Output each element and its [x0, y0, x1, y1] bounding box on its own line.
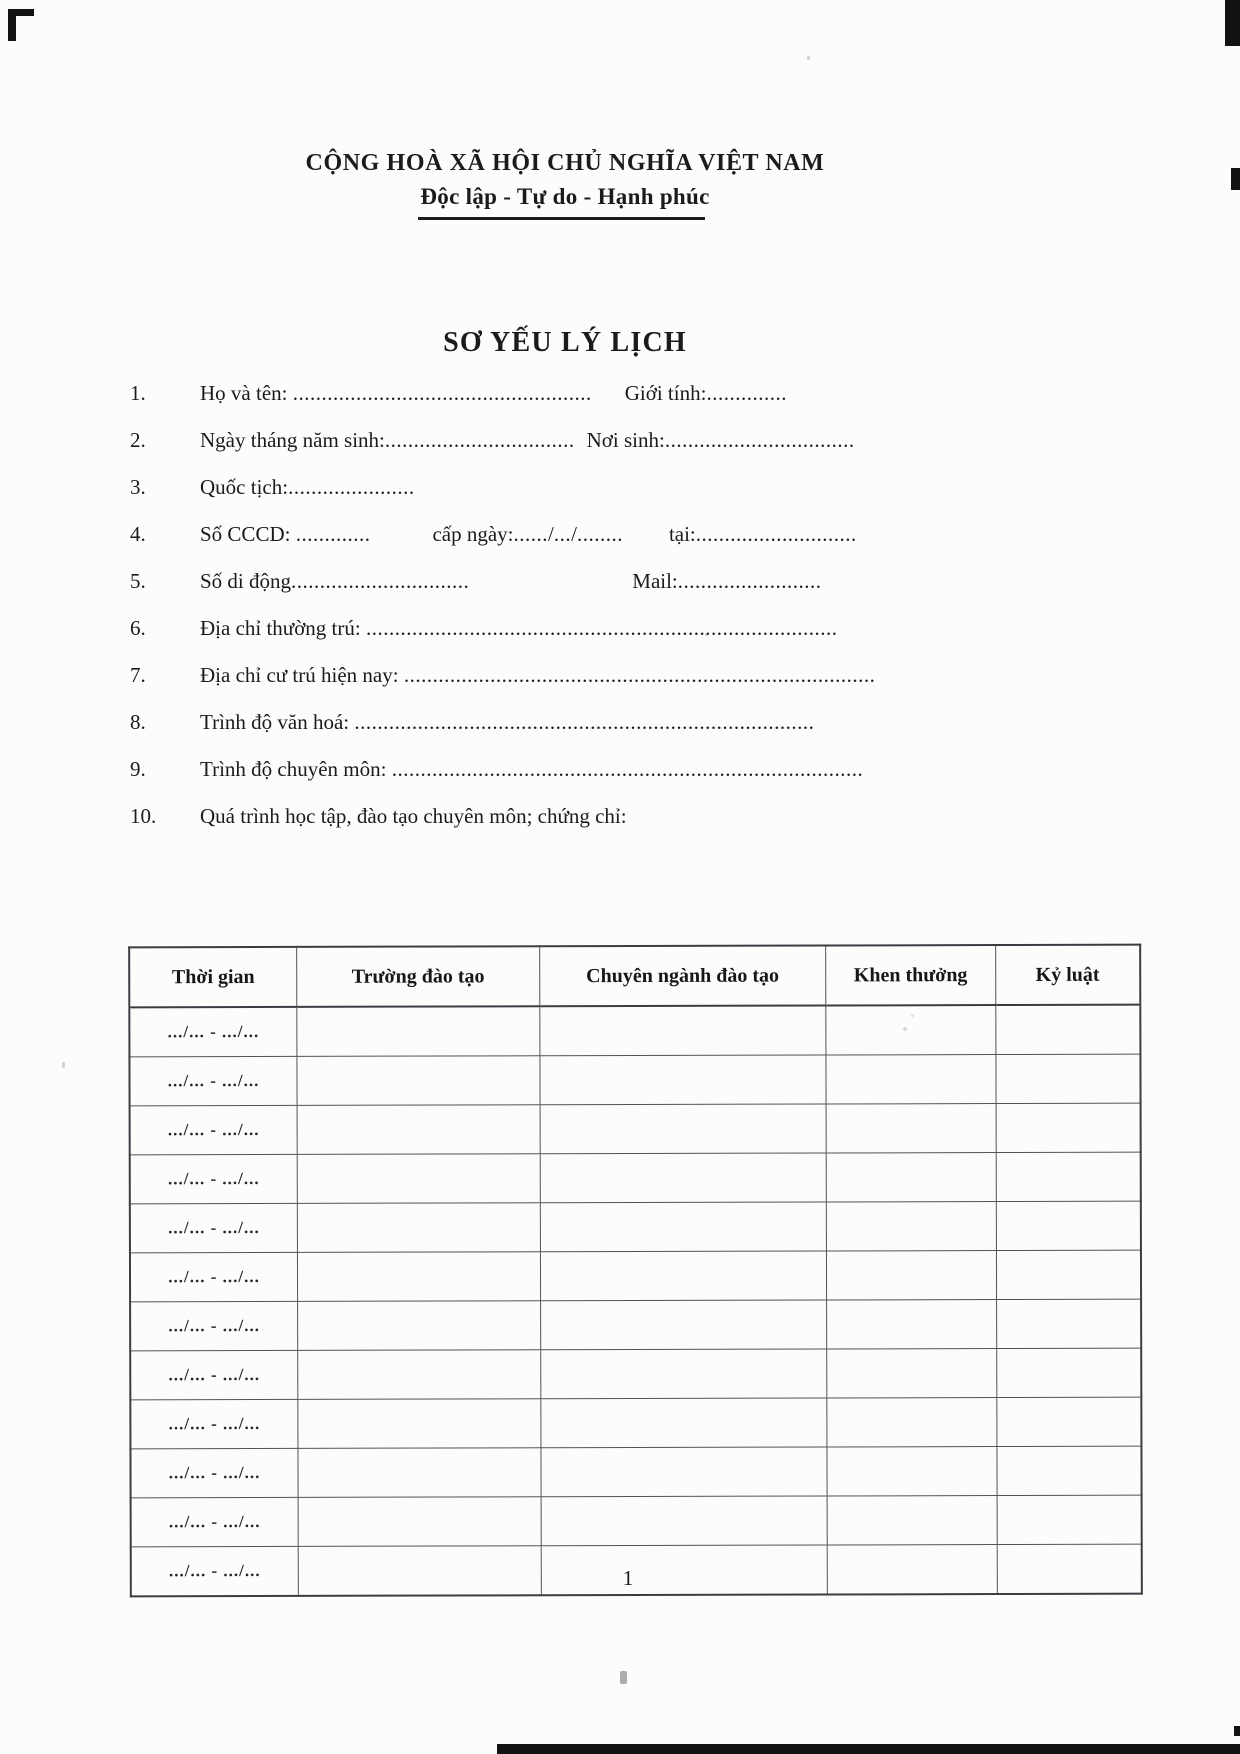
item-content [200, 428, 855, 452]
table-row [130, 1152, 1141, 1204]
field-label: Số CCCD: [200, 522, 296, 546]
dotted-blank: .............. [706, 381, 787, 405]
time-period-cell: .../... - .../... [129, 1056, 297, 1105]
scan-artifact-bottom-bar [497, 1744, 1240, 1754]
field-label: tại: [668, 522, 696, 546]
motto-underline [418, 217, 705, 220]
dotted-blank: ............................... [291, 569, 470, 593]
dotted-blank: ................................................................................ [354, 710, 815, 734]
empty-cell [298, 1301, 541, 1351]
item-content [200, 663, 875, 687]
form-item [130, 511, 1130, 558]
empty-cell [540, 1104, 827, 1154]
empty-cell [827, 1496, 997, 1545]
dotted-blank: ... [553, 522, 572, 546]
empty-cell [996, 1054, 1141, 1103]
item-number: 7. [130, 663, 146, 687]
field-label: Nơi sinh: [586, 428, 665, 452]
time-period-cell: .../... - .../... [130, 1399, 298, 1448]
empty-cell [297, 1203, 540, 1253]
item-number: 3. [130, 475, 146, 499]
national-motto: Độc lập - Tự do - Hạnh phúc [420, 184, 710, 209]
empty-cell [540, 1251, 827, 1301]
item-content [200, 616, 837, 640]
column-header: Khen thưởng [826, 945, 996, 1005]
item-content [200, 522, 857, 546]
empty-cell [298, 1448, 541, 1498]
item-content [200, 569, 822, 593]
form-item [130, 793, 1130, 840]
item-number: 9. [130, 757, 146, 781]
dotted-blank: ......................... [677, 569, 822, 593]
field-label: cấp ngày: [432, 522, 514, 546]
empty-cell [298, 1350, 541, 1400]
empty-cell [995, 1005, 1140, 1055]
dotted-blank: ...................... [288, 475, 415, 499]
empty-cell [996, 1201, 1141, 1250]
empty-cell [826, 1202, 996, 1251]
field-label: Họ và tên: [200, 381, 293, 405]
dotted-blank: .................................................................................. [403, 663, 876, 687]
empty-cell [541, 1496, 828, 1546]
time-period-cell: .../... - .../... [130, 1154, 298, 1203]
table-row [129, 1005, 1140, 1057]
form-item [130, 652, 1130, 699]
field-label: Địa chỉ thường trú: [200, 616, 366, 640]
table-row [131, 1495, 1142, 1547]
scan-smudge [807, 56, 810, 60]
time-period-cell: .../... - .../... [131, 1546, 299, 1596]
item-number: 5. [130, 569, 146, 593]
dotted-blank: ...... [513, 522, 548, 546]
time-period-cell: .../... - .../... [130, 1448, 298, 1497]
scan-smudge [620, 1671, 627, 1684]
time-period-cell: .../... - .../... [130, 1252, 298, 1301]
form-item [130, 417, 1130, 464]
table-row [130, 1103, 1141, 1155]
item-number: 8. [130, 710, 146, 734]
dotted-blank: ............. [295, 522, 371, 546]
empty-cell [297, 1154, 540, 1204]
empty-cell [827, 1398, 997, 1447]
table-row [130, 1348, 1141, 1400]
empty-cell [298, 1497, 541, 1547]
form-item [130, 370, 1130, 417]
page-number: 1 [622, 1566, 634, 1590]
empty-cell [540, 1055, 827, 1105]
empty-cell [540, 1349, 827, 1399]
empty-cell [541, 1447, 828, 1497]
field-label: Số di động [200, 569, 292, 593]
time-period-cell: .../... - .../... [130, 1203, 298, 1252]
field-label: Quá trình học tập, đào tạo chuyên môn; chứng chỉ: [200, 804, 627, 828]
education-table [128, 944, 1143, 1598]
empty-cell [827, 1300, 997, 1349]
empty-cell [996, 1250, 1141, 1299]
time-period-cell: .../... - .../... [129, 1007, 297, 1057]
empty-cell [297, 1056, 540, 1106]
empty-cell [826, 1251, 996, 1300]
table-row [130, 1446, 1141, 1498]
empty-cell [826, 1153, 996, 1202]
empty-cell [997, 1446, 1142, 1495]
empty-cell [827, 1447, 997, 1496]
empty-cell [997, 1397, 1142, 1446]
item-number: 6. [130, 616, 146, 640]
table-row [130, 1397, 1141, 1449]
table-row [130, 1201, 1141, 1253]
column-header: Kỷ luật [995, 945, 1140, 1005]
form-item [130, 464, 1130, 511]
scan-smudge [911, 1014, 914, 1017]
empty-cell [996, 1299, 1141, 1348]
form-item [130, 699, 1130, 746]
national-header-line1: CỘNG HOÀ XÃ HỘI CHỦ NGHĨA VIỆT NAM [305, 150, 825, 176]
item-number: 10. [130, 804, 157, 828]
empty-cell [540, 1300, 827, 1350]
empty-cell [826, 1005, 996, 1055]
dotted-blank: .................................................................................. [391, 757, 864, 781]
column-header: Thời gian [129, 947, 297, 1007]
empty-cell [297, 1006, 540, 1056]
page-title: SƠ YẾU LÝ LỊCH [443, 327, 687, 358]
empty-cell [996, 1348, 1141, 1397]
item-number: 1. [130, 381, 146, 405]
field-label: Ngày tháng năm sinh: [200, 428, 385, 452]
item-content [200, 757, 863, 781]
scan-smudge [62, 1062, 65, 1068]
empty-cell [996, 1103, 1141, 1152]
table-header-row [129, 945, 1140, 1008]
field-label: Mail: [632, 569, 678, 593]
item-content [200, 804, 627, 828]
field-label: Giới tính: [624, 381, 707, 405]
item-number: 2. [130, 428, 146, 452]
column-header: Chuyên ngành đào tạo [539, 946, 826, 1007]
field-label: Trình độ văn hoá: [200, 710, 355, 734]
table-row [130, 1250, 1141, 1302]
time-period-cell: .../... - .../... [131, 1497, 299, 1546]
field-label: Quốc tịch: [200, 475, 289, 499]
dotted-blank: ................................. [384, 428, 575, 452]
form-item [130, 605, 1130, 652]
dotted-blank: ........ [576, 522, 623, 546]
empty-cell [540, 1202, 827, 1252]
time-period-cell: .../... - .../... [130, 1350, 298, 1399]
empty-cell [540, 1398, 827, 1448]
empty-cell [297, 1105, 540, 1155]
time-period-cell: .../... - .../... [130, 1301, 298, 1350]
scan-smudge [705, 633, 708, 636]
empty-cell [539, 1006, 826, 1056]
form-item [130, 558, 1130, 605]
dotted-blank: .................................................... [292, 381, 592, 405]
scan-smudge [903, 1027, 907, 1031]
form-items-list [130, 370, 1130, 840]
field-label: Địa chỉ cư trú hiện nay: [200, 663, 404, 687]
dotted-blank: ............................ [695, 522, 857, 546]
column-header: Trường đào tạo [297, 946, 540, 1007]
field-label: Trình độ chuyên môn: [200, 757, 392, 781]
empty-cell [997, 1495, 1142, 1544]
empty-cell [996, 1152, 1141, 1201]
empty-cell [298, 1399, 541, 1449]
form-item [130, 746, 1130, 793]
scan-artifact-right-edge [1231, 168, 1240, 190]
dotted-blank: ................................. [664, 428, 855, 452]
empty-cell [540, 1153, 827, 1203]
table-row [130, 1299, 1141, 1351]
time-period-cell: .../... - .../... [130, 1105, 298, 1154]
scan-artifact-right-edge [1234, 1726, 1240, 1736]
item-content [200, 381, 787, 405]
scan-artifact-top-right [1225, 0, 1240, 46]
item-number: 4. [130, 522, 146, 546]
dotted-blank: .................................................................................. [365, 616, 838, 640]
table-head [129, 945, 1140, 1008]
field-label: / [548, 522, 554, 546]
item-content [200, 710, 814, 734]
empty-cell [298, 1252, 541, 1302]
item-content [200, 475, 415, 499]
table-body [129, 1005, 1142, 1597]
table-row [129, 1054, 1140, 1106]
empty-cell [826, 1104, 996, 1153]
empty-cell [827, 1349, 997, 1398]
empty-cell [826, 1055, 996, 1104]
field-label: / [571, 522, 577, 546]
scan-artifact-top-left [8, 9, 16, 41]
